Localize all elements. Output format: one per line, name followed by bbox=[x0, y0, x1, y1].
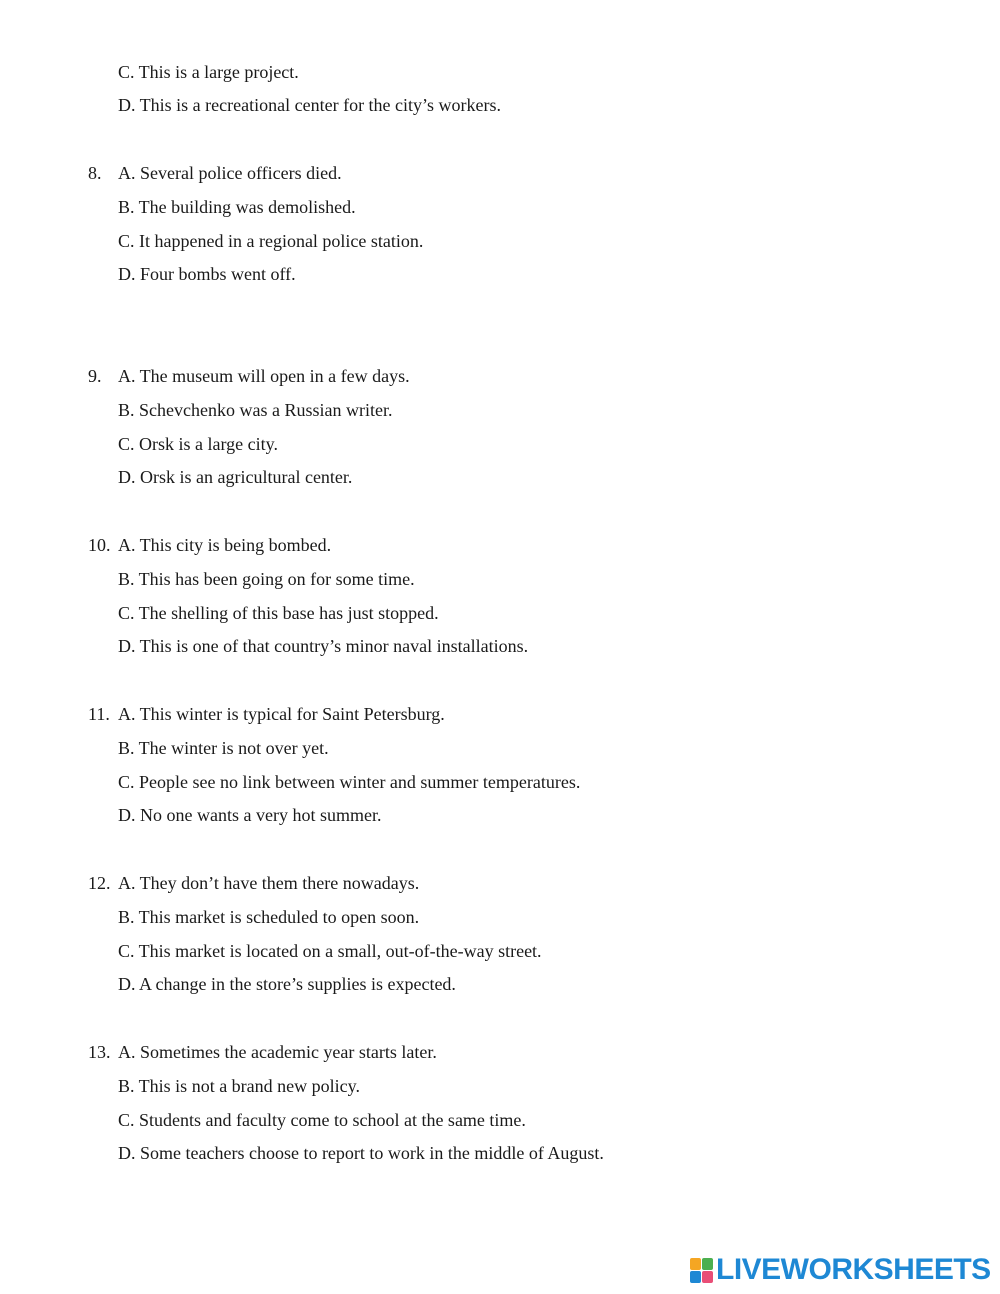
q8-number: 8. bbox=[88, 163, 102, 183]
q12-option-b: B. This market is scheduled to open soon. bbox=[118, 907, 420, 927]
q7-option-d: D. This is a recreational center for the city’s workers. bbox=[118, 95, 502, 115]
liveworksheets-logo bbox=[690, 1253, 991, 1287]
liveworksheets-icon bbox=[690, 1258, 712, 1282]
q7-option-c: C. This is a large project. bbox=[118, 62, 299, 82]
q9-option-d: D. Orsk is an agricultural center. bbox=[118, 467, 353, 487]
q10-option-d: D. This is one of that country’s minor naval installations. bbox=[118, 636, 529, 656]
q9-option-c: C. Orsk is a large city. bbox=[118, 434, 278, 454]
icon-tile-2 bbox=[702, 1258, 713, 1270]
icon-tile-4 bbox=[702, 1271, 713, 1283]
q13-number: 13. bbox=[88, 1042, 111, 1062]
q13-option-b: B. This is not a brand new policy. bbox=[118, 1076, 360, 1096]
q11-number: 11. bbox=[88, 704, 110, 724]
q11-option-c: C. People see no link between winter and summer temperatures. bbox=[118, 772, 581, 792]
logo-text: LIVEWORKSHEETS bbox=[716, 1253, 991, 1286]
q8-option-a: A. Several police officers died. bbox=[118, 163, 342, 183]
q13-option-d: D. Some teachers choose to report to work in the middle of August. bbox=[118, 1143, 604, 1163]
q10-option-a: A. This city is being bombed. bbox=[118, 535, 332, 555]
q10-number: 10. bbox=[88, 535, 111, 555]
q8-option-d: D. Four bombs went off. bbox=[118, 264, 296, 284]
q8-option-c: C. It happened in a regional police station. bbox=[118, 231, 424, 251]
q9-option-a: A. The museum will open in a few days. bbox=[118, 366, 410, 386]
q9-number: 9. bbox=[88, 366, 102, 386]
q12-option-d: D. A change in the store’s supplies is expected. bbox=[118, 974, 456, 994]
q11-option-d: D. No one wants a very hot summer. bbox=[118, 805, 382, 825]
q10-option-b: B. This has been going on for some time. bbox=[118, 569, 415, 589]
q13-option-c: C. Students and faculty come to school at the same time. bbox=[118, 1110, 526, 1130]
q11-option-b: B. The winter is not over yet. bbox=[118, 738, 329, 758]
icon-tile-1 bbox=[690, 1258, 701, 1270]
q12-option-a: A. They don’t have them there nowadays. bbox=[118, 873, 420, 893]
q9-option-b: B. Schevchenko was a Russian writer. bbox=[118, 400, 393, 420]
icon-tile-3 bbox=[690, 1271, 701, 1283]
q8-option-b: B. The building was demolished. bbox=[118, 197, 356, 217]
q11-option-a: A. This winter is typical for Saint Petersburg. bbox=[118, 704, 445, 724]
q10-option-c: C. The shelling of this base has just stopped. bbox=[118, 603, 439, 623]
q12-number: 12. bbox=[88, 873, 111, 893]
q13-option-a: A. Sometimes the academic year starts later. bbox=[118, 1042, 437, 1062]
q12-option-c: C. This market is located on a small, out-of-the-way street. bbox=[118, 941, 542, 961]
